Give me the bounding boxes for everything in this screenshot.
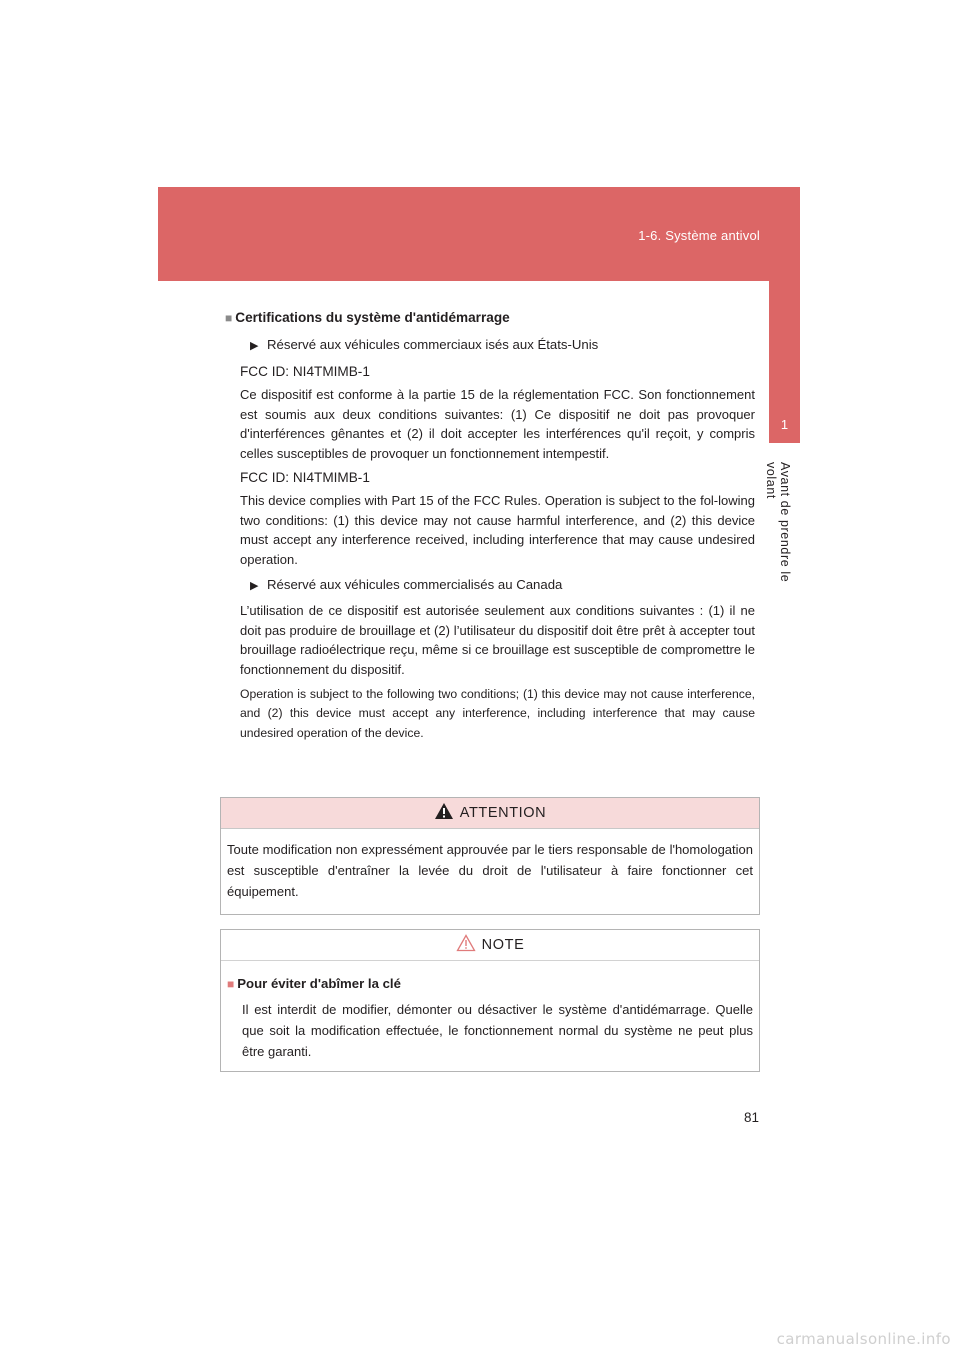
fcc-id-1: FCC ID: NI4TMIMB-1: [240, 364, 370, 379]
fcc-id-2: FCC ID: NI4TMIMB-1: [240, 470, 370, 485]
attention-box: [220, 797, 760, 915]
section-title: 1-6. Système antivol: [638, 228, 760, 243]
watermark: carmanualsonline.info: [776, 1330, 951, 1348]
usa-label-line: [240, 335, 755, 356]
warning-outline-icon: [456, 934, 476, 957]
chapter-title: Avant de prendre le volant: [764, 462, 792, 583]
canada-fr-statement: L’utilisation de ce dispositif est autorisée seulement aux conditions suivantes : (1) il ne doit pas produire de brouillage et (2) l’utilisateur du dispositif doit être prêt à accepter tout brouillage radioélectrique reçu, même si ce brouillage est susceptible de compromettre le fonctionnement du dispositif.: [240, 603, 755, 677]
note-body: [221, 961, 759, 1062]
attention-header: [221, 798, 759, 829]
chapter-number: 1: [780, 417, 789, 432]
attention-text: Toute modification non expressément approuvée par le tiers responsable de l'homologation est susceptible d'entraîner la levée du droit de l'utilisateur à faire fonctionner cet équipement.: [227, 842, 753, 899]
attention-title: ATTENTION: [459, 805, 547, 821]
square-bullet-icon: ■: [227, 977, 235, 991]
section-heading: [225, 307, 755, 329]
page-number: 81: [744, 1110, 760, 1125]
square-bullet-icon: ■: [225, 311, 233, 325]
note-header: [221, 930, 759, 961]
note-box: [220, 929, 760, 1072]
usa-label: Réservé aux véhicules commerciaux isés aux États-Unis: [267, 337, 599, 352]
note-text: Il est interdit de modifier, démonter ou désactiver le système d'antidémarrage. Quelle que soit la modification effectuée, le fonctionnement normal du système ne peut plus être garanti.: [242, 1002, 753, 1059]
en-statement: This device complies with Part 15 of the FCC Rules. Operation is subject to the fol-lowing two conditions: (1) this device may not cause harmful interference, and (2) this device must accept any interference received, including interference that may cause undesired operation.: [240, 493, 755, 567]
section-heading-text: Certifications du système d'antidémarrage: [235, 310, 510, 325]
warning-filled-icon: [434, 802, 454, 825]
main-content: [225, 307, 755, 747]
arrow-right-icon: ▶: [250, 580, 259, 592]
note-heading: [227, 973, 753, 995]
fr-statement: Ce dispositif est conforme à la partie 15 de la réglementation FCC. Son fonctionnement est soumis aux deux conditions suivantes: (1) Ce dispositif ne doit pas provoquer d'interférences gênantes et (2) il doit accepter les interférences qu'il reçoit, y compris celles susceptibles de provoquer un fonctionnement intempestif.: [240, 387, 755, 461]
canada-en-statement: Operation is subject to the following two conditions; (1) this device may not cause interference, and (2) this device must accept any interference, including interference that may cause undesired operation of the device.: [240, 687, 755, 740]
note-heading-text: Pour éviter d'abîmer la clé: [237, 976, 401, 991]
canada-label: Réservé aux véhicules commercialisés au Canada: [267, 577, 563, 592]
header-band: [158, 187, 800, 281]
chapter-tab: [769, 187, 800, 443]
note-title: NOTE: [481, 937, 525, 953]
arrow-right-icon: ▶: [250, 340, 259, 352]
canada-label-line: [240, 575, 755, 596]
